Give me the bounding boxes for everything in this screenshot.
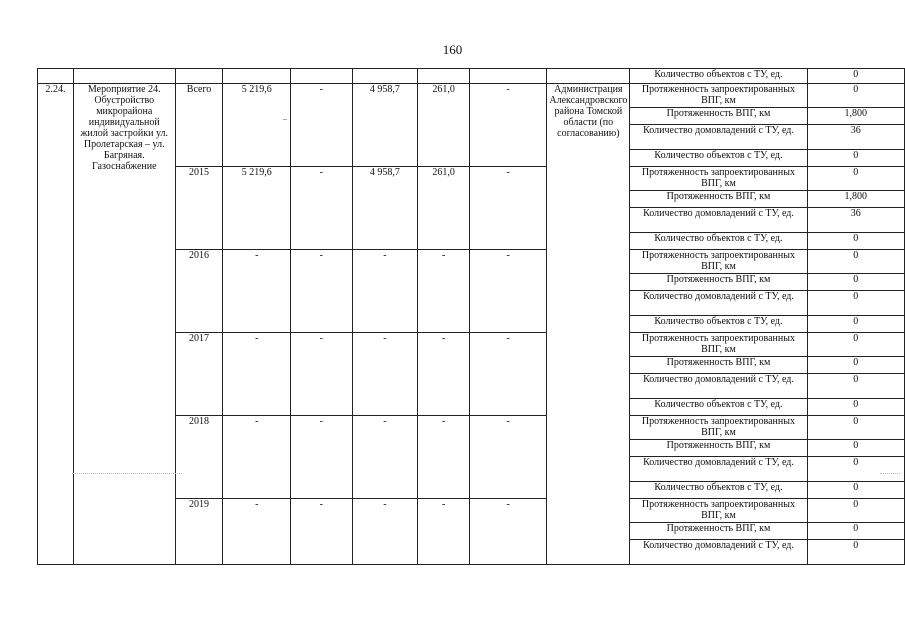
indicator-name: Протяженность запроектированных ВПГ, км xyxy=(630,416,807,440)
indicator-name: Количество объектов с ТУ, ед. xyxy=(630,69,807,84)
empty-cell xyxy=(418,69,470,84)
table-row xyxy=(38,84,905,108)
indicator-value: 36 xyxy=(807,208,904,233)
indicator-value: 0 xyxy=(807,291,904,316)
local-amount: 261,0 xyxy=(418,167,470,250)
regional-amount: - xyxy=(352,333,418,416)
local-amount: 261,0 xyxy=(418,84,470,167)
regional-amount: - xyxy=(352,416,418,499)
scan-artifact xyxy=(283,119,287,120)
extra-amount: - xyxy=(470,333,547,416)
table-body xyxy=(38,69,905,565)
indicator-name: Количество домовладений с ТУ, ед. xyxy=(630,291,807,316)
empty-cell xyxy=(547,69,630,84)
regional-amount: - xyxy=(352,499,418,565)
scan-artifact xyxy=(880,473,900,474)
indicator-value: 0 xyxy=(807,357,904,374)
local-amount: - xyxy=(418,333,470,416)
total-amount: - xyxy=(223,250,291,333)
indicator-name: Протяженность ВПГ, км xyxy=(630,523,807,540)
empty-cell xyxy=(291,69,353,84)
empty-cell xyxy=(223,69,291,84)
indicator-name: Протяженность запроектированных ВПГ, км xyxy=(630,84,807,108)
indicator-name: Количество объектов с ТУ, ед. xyxy=(630,399,807,416)
total-amount: - xyxy=(223,416,291,499)
indicator-value: 0 xyxy=(807,250,904,274)
indicator-name: Протяженность запроектированных ВПГ, км xyxy=(630,499,807,523)
indicator-name: Протяженность ВПГ, км xyxy=(630,191,807,208)
federal-amount: - xyxy=(291,167,353,250)
indicator-value: 0 xyxy=(807,84,904,108)
federal-amount: - xyxy=(291,250,353,333)
total-amount: - xyxy=(223,333,291,416)
indicator-name: Количество объектов с ТУ, ед. xyxy=(630,482,807,499)
indicator-name: Количество домовладений с ТУ, ед. xyxy=(630,457,807,482)
indicator-value: 0 xyxy=(807,150,904,167)
empty-cell xyxy=(38,69,74,84)
regional-amount: 4 958,7 xyxy=(352,167,418,250)
indicator-name: Протяженность запроектированных ВПГ, км xyxy=(630,167,807,191)
local-amount: - xyxy=(418,416,470,499)
indicator-value: 0 xyxy=(807,167,904,191)
local-amount: - xyxy=(418,499,470,565)
program-table xyxy=(37,68,905,565)
period-cell: 2017 xyxy=(175,333,223,416)
total-amount: 5 219,6 xyxy=(223,84,291,167)
indicator-name: Протяженность запроектированных ВПГ, км xyxy=(630,250,807,274)
indicator-value: 0 xyxy=(807,333,904,357)
item-number: 2.24. xyxy=(38,84,74,565)
empty-cell xyxy=(73,69,175,84)
regional-amount: - xyxy=(352,250,418,333)
indicator-name: Протяженность ВПГ, км xyxy=(630,108,807,125)
total-amount: 5 219,6 xyxy=(223,167,291,250)
federal-amount: - xyxy=(291,333,353,416)
empty-cell xyxy=(352,69,418,84)
local-amount: - xyxy=(418,250,470,333)
period-cell: 2018 xyxy=(175,416,223,499)
period-cell: Всего xyxy=(175,84,223,167)
indicator-value: 0 xyxy=(807,69,904,84)
indicator-value: 0 xyxy=(807,482,904,499)
indicator-value: 0 xyxy=(807,316,904,333)
federal-amount: - xyxy=(291,84,353,167)
indicator-value: 0 xyxy=(807,457,904,482)
federal-amount: - xyxy=(291,416,353,499)
item-name: Мероприятие 24. Обустройство микрорайона индивидуальной жилой застройки ул. Пролетарская – ул. Багряная. Газоснабжение xyxy=(73,84,175,565)
regional-amount: 4 958,7 xyxy=(352,84,418,167)
extra-amount: - xyxy=(470,499,547,565)
indicator-name: Количество домовладений с ТУ, ед. xyxy=(630,125,807,150)
extra-amount: - xyxy=(470,416,547,499)
page-number: 160 xyxy=(442,42,463,57)
indicator-name: Количество объектов с ТУ, ед. xyxy=(630,233,807,250)
executor: Администрация Александровского района Томской области (по согласованию) xyxy=(547,84,630,565)
indicator-name: Протяженность ВПГ, км xyxy=(630,357,807,374)
indicator-value: 0 xyxy=(807,523,904,540)
indicator-name: Протяженность ВПГ, км xyxy=(630,274,807,291)
indicator-name: Протяженность ВПГ, км xyxy=(630,440,807,457)
indicator-value: 0 xyxy=(807,499,904,523)
indicator-value: 0 xyxy=(807,540,904,565)
federal-amount: - xyxy=(291,499,353,565)
extra-amount: - xyxy=(470,84,547,167)
indicator-value: 36 xyxy=(807,125,904,150)
indicator-value: 0 xyxy=(807,274,904,291)
indicator-value: 1,800 xyxy=(807,108,904,125)
extra-amount: - xyxy=(470,250,547,333)
indicator-name: Протяженность запроектированных ВПГ, км xyxy=(630,333,807,357)
period-cell: 2015 xyxy=(175,167,223,250)
indicator-name: Количество домовладений с ТУ, ед. xyxy=(630,540,807,565)
extra-amount: - xyxy=(470,167,547,250)
indicator-value: 0 xyxy=(807,233,904,250)
period-cell: 2016 xyxy=(175,250,223,333)
period-cell: 2019 xyxy=(175,499,223,565)
indicator-name: Количество домовладений с ТУ, ед. xyxy=(630,374,807,399)
scan-artifact xyxy=(72,473,182,474)
indicator-value: 1,800 xyxy=(807,191,904,208)
empty-cell xyxy=(175,69,223,84)
indicator-value: 0 xyxy=(807,374,904,399)
total-amount: - xyxy=(223,499,291,565)
indicator-name: Количество объектов с ТУ, ед. xyxy=(630,316,807,333)
indicator-value: 0 xyxy=(807,440,904,457)
table-row-continued xyxy=(38,69,905,84)
indicator-value: 0 xyxy=(807,416,904,440)
indicator-name: Количество объектов с ТУ, ед. xyxy=(630,150,807,167)
empty-cell xyxy=(470,69,547,84)
indicator-value: 0 xyxy=(807,399,904,416)
indicator-name: Количество домовладений с ТУ, ед. xyxy=(630,208,807,233)
